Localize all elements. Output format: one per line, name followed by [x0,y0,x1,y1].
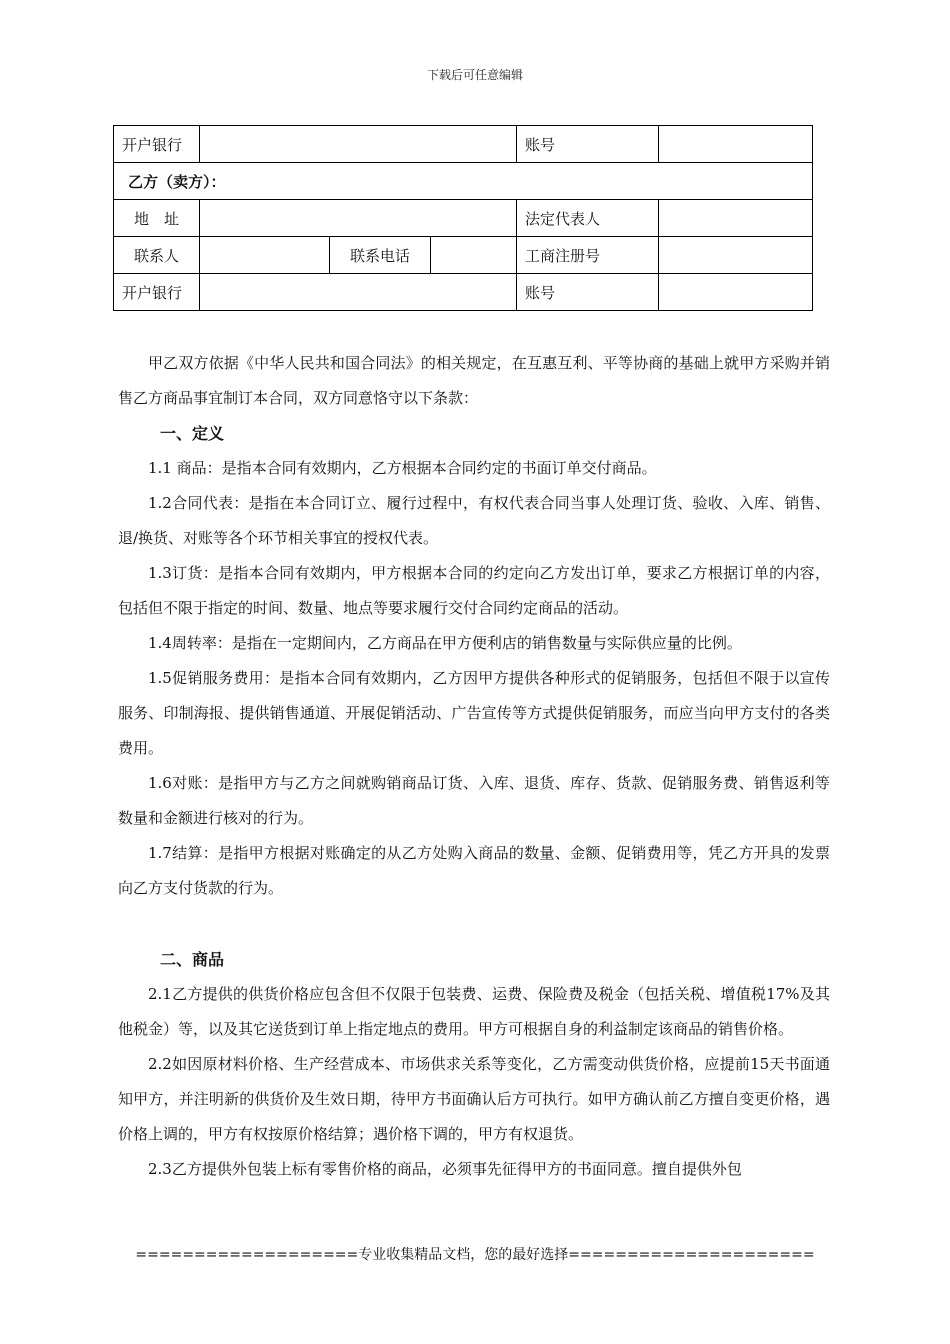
section-1-title: 一、定义 [160,424,225,443]
table-row [114,274,813,311]
clause-1-6: 1.6对账：是指甲方与乙方之间就购销商品订货、入库、退货、库存、货款、促销服务费、销售返利等数量和金额进行核对的行为。 [118,774,830,827]
clause-2-2: 2.2如因原材料价格、生产经营成本、市场供求关系等变化，乙方需变动供货价格，应提前15天书面通知甲方，并注明新的供货价及生效日期，待甲方书面确认后方可执行。如甲方确认前乙方擅自变更价格，遇价格上调的，甲方有权按原价格结算；遇价格下调的，甲方有权退货。 [118,1055,830,1143]
account-label-b: 账号 [517,274,659,311]
phone-label: 联系电话 [330,237,431,274]
address-label: 地 址 [114,200,200,237]
party-b-title: 乙方（卖方）： [114,163,813,200]
contact-label: 联系人 [114,237,200,274]
table-row [114,126,813,163]
contact-value [200,237,330,274]
reg-label: 工商注册号 [517,237,659,274]
table-row [114,200,813,237]
clause-1-7: 1.7结算：是指甲方根据对账确定的从乙方处购入商品的数量、金额、促销费用等，凭乙方开具的发票向乙方支付货款的行为。 [118,844,830,897]
bank-label: 开户银行 [114,126,200,163]
contract-body [118,346,830,1187]
bank-value [200,126,517,163]
clause-1-5: 1.5促销服务费用：是指本合同有效期内，乙方因甲方提供各种形式的促销服务，包括但不限于以宣传服务、印制海报、提供销售通道、开展促销活动、广告宣传等方式提供促销服务，而应当向甲方支付的各类费用。 [118,669,830,757]
bank-label-b: 开户银行 [114,274,200,311]
clause-1-4: 1.4周转率：是指在一定期间内，乙方商品在甲方便利店的销售数量与实际供应量的比例。 [148,634,742,652]
legal-rep-value [659,200,813,237]
clause-1-2: 1.2合同代表：是指在本合同订立、履行过程中，有权代表合同当事人处理订货、验收、入库、销售、退/换货、对账等各个环节相关事宜的授权代表。 [118,494,830,547]
intro-paragraph: 甲乙双方依据《中华人民共和国合同法》的相关规定，在互惠互利、平等协商的基础上就甲方采购并销售乙方商品事宜制订本合同，双方同意恪守以下条款： [118,354,830,407]
party-info-table [113,125,813,311]
reg-value [659,237,813,274]
footer-note: ===================专业收集精品文档，您的最好选择===================== [135,1247,815,1263]
clause-2-3: 2.3乙方提供外包装上标有零售价格的商品，必须事先征得甲方的书面同意。擅自提供外包 [148,1160,742,1178]
table-row [114,237,813,274]
account-value [659,126,813,163]
clause-1-1: 1.1 商品：是指本合同有效期内，乙方根据本合同约定的书面订单交付商品。 [148,459,657,477]
address-value [200,200,517,237]
account-label: 账号 [517,126,659,163]
clause-1-3: 1.3订货：是指本合同有效期内，甲方根据本合同的约定向乙方发出订单，要求乙方根据订单的内容，包括但不限于指定的时间、数量、地点等要求履行交付合同约定商品的活动。 [118,564,830,617]
legal-rep-label: 法定代表人 [517,200,659,237]
header-note: 下载后可任意编辑 [426,68,523,82]
section-2-title: 二、商品 [160,950,225,969]
phone-value [431,237,517,274]
clause-2-1: 2.1乙方提供的供货价格应包含但不仅限于包装费、运费、保险费及税金（包括关税、增值税17%及其他税金）等，以及其它送货到订单上指定地点的费用。甲方可根据自身的利益制定该商品的销售价格。 [118,985,830,1038]
account-value-b [659,274,813,311]
table-row [114,163,813,200]
bank-value-b [200,274,517,311]
